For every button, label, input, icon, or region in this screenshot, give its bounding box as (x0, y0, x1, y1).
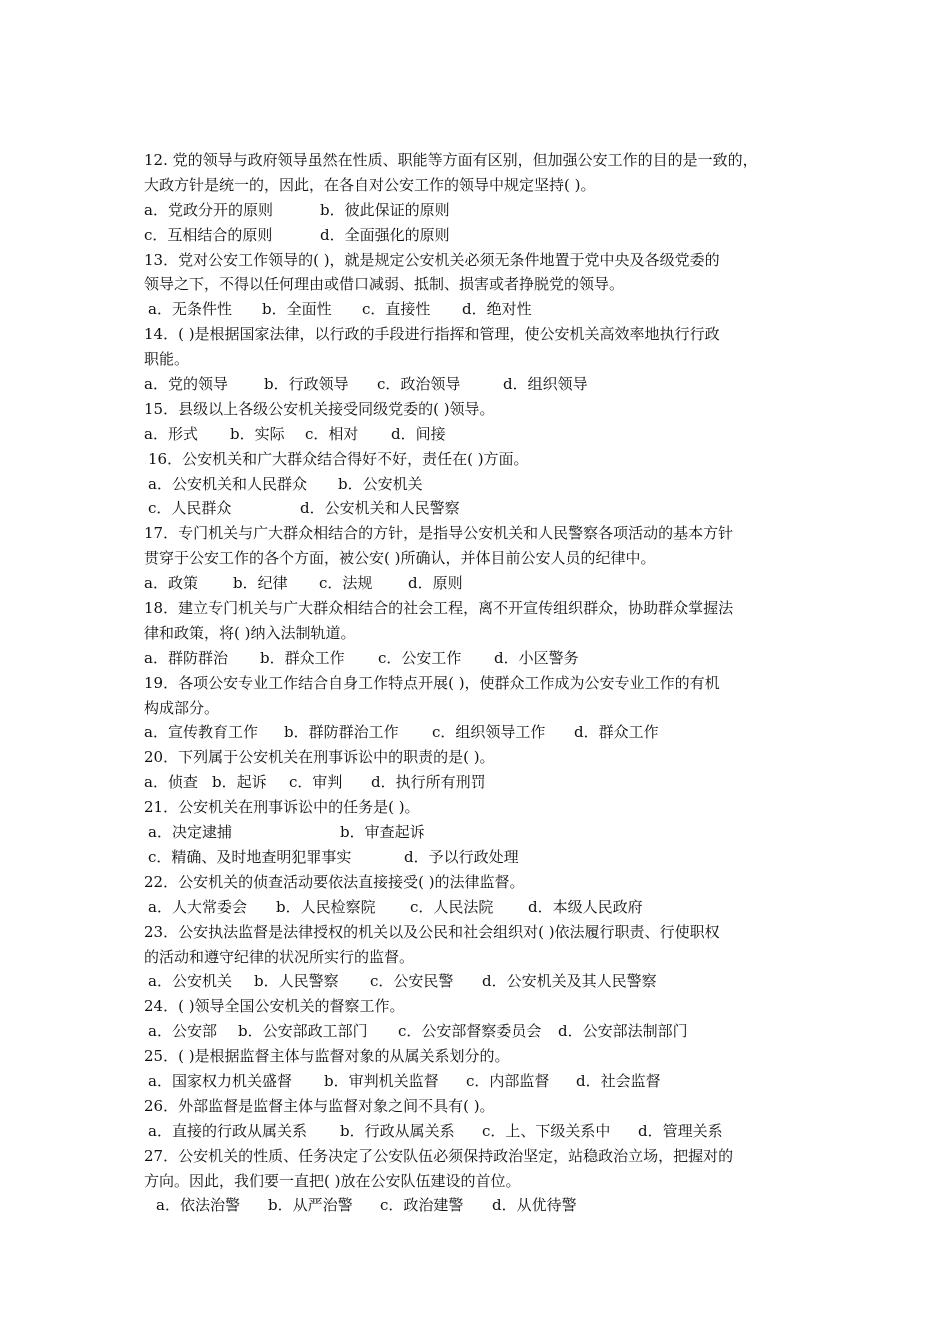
question-16-options-row-2 (144, 496, 814, 521)
option-b: b．审查起诉 (340, 823, 425, 842)
option-d: d．间接 (391, 424, 446, 443)
question-23-options (144, 969, 814, 994)
question-15-line-1: 15．县级以上各级公安机关接受同级党委的( )领导。 (144, 399, 495, 418)
option-b: b．群众工作 (260, 648, 345, 667)
option-b: b．人民检察院 (276, 897, 376, 916)
option-c: c．公安民警 (370, 972, 454, 991)
option-c: c．内部监督 (466, 1071, 550, 1090)
option-a: a．公安部 (148, 1022, 217, 1041)
option-c: c．组织领导工作 (432, 723, 546, 742)
option-c: c．相对 (305, 424, 359, 443)
question-12-options-row-2 (144, 223, 814, 248)
option-c: c．审判 (289, 773, 343, 792)
option-b: b．行政领导 (264, 375, 349, 394)
question-14-options (144, 372, 814, 397)
question-13-line-1: 13．党对公安工作领导的( )，就是规定公安机关必须无条件地置于党中央及各级党委的 (144, 250, 720, 269)
option-b: b．公安部政工部门 (238, 1022, 368, 1041)
question-14-line-2: 职能。 (144, 350, 190, 369)
option-a: a．依法治警 (156, 1196, 240, 1215)
option-d: d．群众工作 (574, 723, 659, 742)
question-26-line-1: 26．外部监督是监督主体与监督对象之间不具有( )。 (144, 1096, 495, 1115)
option-b: b．实际 (230, 424, 285, 443)
option-a: a．政策 (144, 574, 198, 593)
question-21-options-row-1 (144, 820, 814, 845)
option-d: d．全面强化的原则 (320, 225, 450, 244)
option-c: c．直接性 (362, 300, 431, 319)
question-26-options (144, 1119, 814, 1144)
question-14-line-1: 14．( )是根据国家法律，以行政的手段进行指挥和管理，使公安机关高效率地执行行政 (144, 325, 720, 344)
question-18-line-2: 律和政策，将( )纳入法制轨道。 (144, 623, 356, 642)
question-12-line-2: 大政方针是统一的，因此，在各自对公安工作的领导中规定坚持( )。 (144, 175, 596, 194)
question-27-options (144, 1193, 814, 1218)
option-a: a．群防群治 (144, 648, 228, 667)
option-c: c．法规 (319, 574, 373, 593)
option-a: a．公安机关 (148, 972, 232, 991)
question-12-options-row-1 (144, 198, 814, 223)
question-25-options (144, 1069, 814, 1094)
question-17-line-2: 贯穿于公安工作的各个方面，被公安( )所确认，并体目前公安人员的纪律中。 (144, 549, 656, 568)
option-c: c．公安部督察委员会 (398, 1022, 542, 1041)
question-18-options (144, 646, 814, 671)
question-23-line-1: 23．公安执法监督是法律授权的机关以及公民和社会组织对( )依法履行职责、行使职权 (144, 922, 720, 941)
question-20-options (144, 770, 814, 795)
option-d: d．组织领导 (503, 375, 588, 394)
option-b: b．人民警察 (254, 972, 339, 991)
option-d: d．公安机关和人民警察 (300, 499, 460, 518)
question-19-line-2: 构成部分。 (144, 698, 220, 717)
option-d: d．从优待警 (492, 1196, 577, 1215)
question-16-options-row-1 (144, 472, 814, 497)
question-18-line-1: 18．建立专门机关与广大群众相结合的社会工程，离不开宣传组织群众，协助群众掌握法 (144, 599, 734, 618)
option-a: a．直接的行政从属关系 (148, 1121, 307, 1140)
option-b: b．行政从属关系 (340, 1121, 455, 1140)
option-d: d．执行所有刑罚 (371, 773, 486, 792)
option-b: b．彼此保证的原则 (320, 200, 450, 219)
option-a: a．人大常委会 (148, 897, 247, 916)
question-24-options (144, 1019, 814, 1044)
option-c: c．政治建警 (380, 1196, 464, 1215)
option-c: c．人民群众 (148, 499, 232, 518)
option-b: b．公安机关 (338, 474, 423, 493)
option-a: a．国家权力机关盛督 (148, 1071, 292, 1090)
option-c: c．互相结合的原则 (144, 225, 273, 244)
option-a: a．决定逮捕 (148, 823, 232, 842)
option-c: c．上、下级关系中 (482, 1121, 611, 1140)
question-19-options (144, 720, 814, 745)
option-a: a．无条件性 (148, 300, 232, 319)
option-a: a．党的领导 (144, 375, 228, 394)
question-17-options (144, 571, 814, 596)
option-c: c．公安工作 (378, 648, 462, 667)
option-b: b．群防群治工作 (284, 723, 399, 742)
question-16-line-1: 16．公安机关和广大群众结合得好不好，责任在( )方面。 (148, 449, 529, 468)
question-23-line-2: 的活动和遵守纪律的状况所实行的监督。 (144, 947, 415, 966)
option-d: d．予以行政处理 (404, 847, 519, 866)
option-d: d．原则 (408, 574, 463, 593)
question-13-options (144, 297, 814, 322)
question-24-line-1: 24．( )领导全国公安机关的督察工作。 (144, 997, 405, 1016)
option-c: c．人民法院 (410, 897, 494, 916)
question-21-line-1: 21．公安机关在刑事诉讼中的任务是( )。 (144, 798, 420, 817)
option-d: d．本级人民政府 (528, 897, 643, 916)
question-27-line-2: 方向。因此，我们要一直把( )放在公安队伍建设的首位。 (144, 1171, 521, 1190)
option-a: a．公安机关和人民群众 (148, 474, 307, 493)
option-b: b．审判机关监督 (324, 1071, 439, 1090)
question-15-options (144, 422, 814, 447)
option-a: a．宣传教育工作 (144, 723, 258, 742)
option-b: b．从严治警 (268, 1196, 353, 1215)
option-c: c．精确、及时地查明犯罪事实 (148, 847, 352, 866)
option-b: b．起诉 (212, 773, 267, 792)
option-d: d．公安机关及其人民警察 (482, 972, 657, 991)
option-b: b．纪律 (233, 574, 288, 593)
question-12-line-1: 12. 党的领导与政府领导虽然在性质、职能等方面有区别，但加强公安工作的目的是一致的， (144, 151, 758, 169)
question-13-line-2: 领导之下，不得以任何理由或借口减弱、抵制、损害或者挣脱党的领导。 (144, 275, 625, 294)
question-22-line-1: 22．公安机关的侦查活动要依法直接接受( )的法律监督。 (144, 872, 525, 891)
question-17-line-1: 17．专门机关与广大群众相结合的方针，是指导公安机关和人民警察各项活动的基本方针 (144, 524, 734, 543)
question-27-line-1: 27．公安机关的性质、任务决定了公安队伍必须保持政治坚定，站稳政治立场，把握对的 (144, 1146, 734, 1165)
option-d: d．小区警务 (494, 648, 579, 667)
option-d: d．公安部法制部门 (558, 1022, 688, 1041)
option-c: c．政治领导 (377, 375, 461, 394)
option-d: d．管理关系 (638, 1121, 723, 1140)
option-b: b．全面性 (262, 300, 332, 319)
option-a: a．侦查 (144, 773, 198, 792)
option-a: a．党政分开的原则 (144, 200, 273, 219)
question-21-options-row-2 (144, 845, 814, 870)
option-a: a．形式 (144, 424, 198, 443)
question-20-line-1: 20．下列属于公安机关在刑事诉讼中的职责的是( )。 (144, 748, 495, 767)
question-list (144, 148, 814, 1218)
option-d: d．绝对性 (462, 300, 532, 319)
question-19-line-1: 19．各项公安专业工作结合自身工作特点开展( )，使群众工作成为公安专业工作的有机 (144, 673, 720, 692)
question-22-options (144, 895, 814, 920)
option-d: d．社会监督 (576, 1071, 661, 1090)
question-25-line-1: 25．( )是根据监督主体与监督对象的从属关系划分的。 (144, 1047, 510, 1066)
